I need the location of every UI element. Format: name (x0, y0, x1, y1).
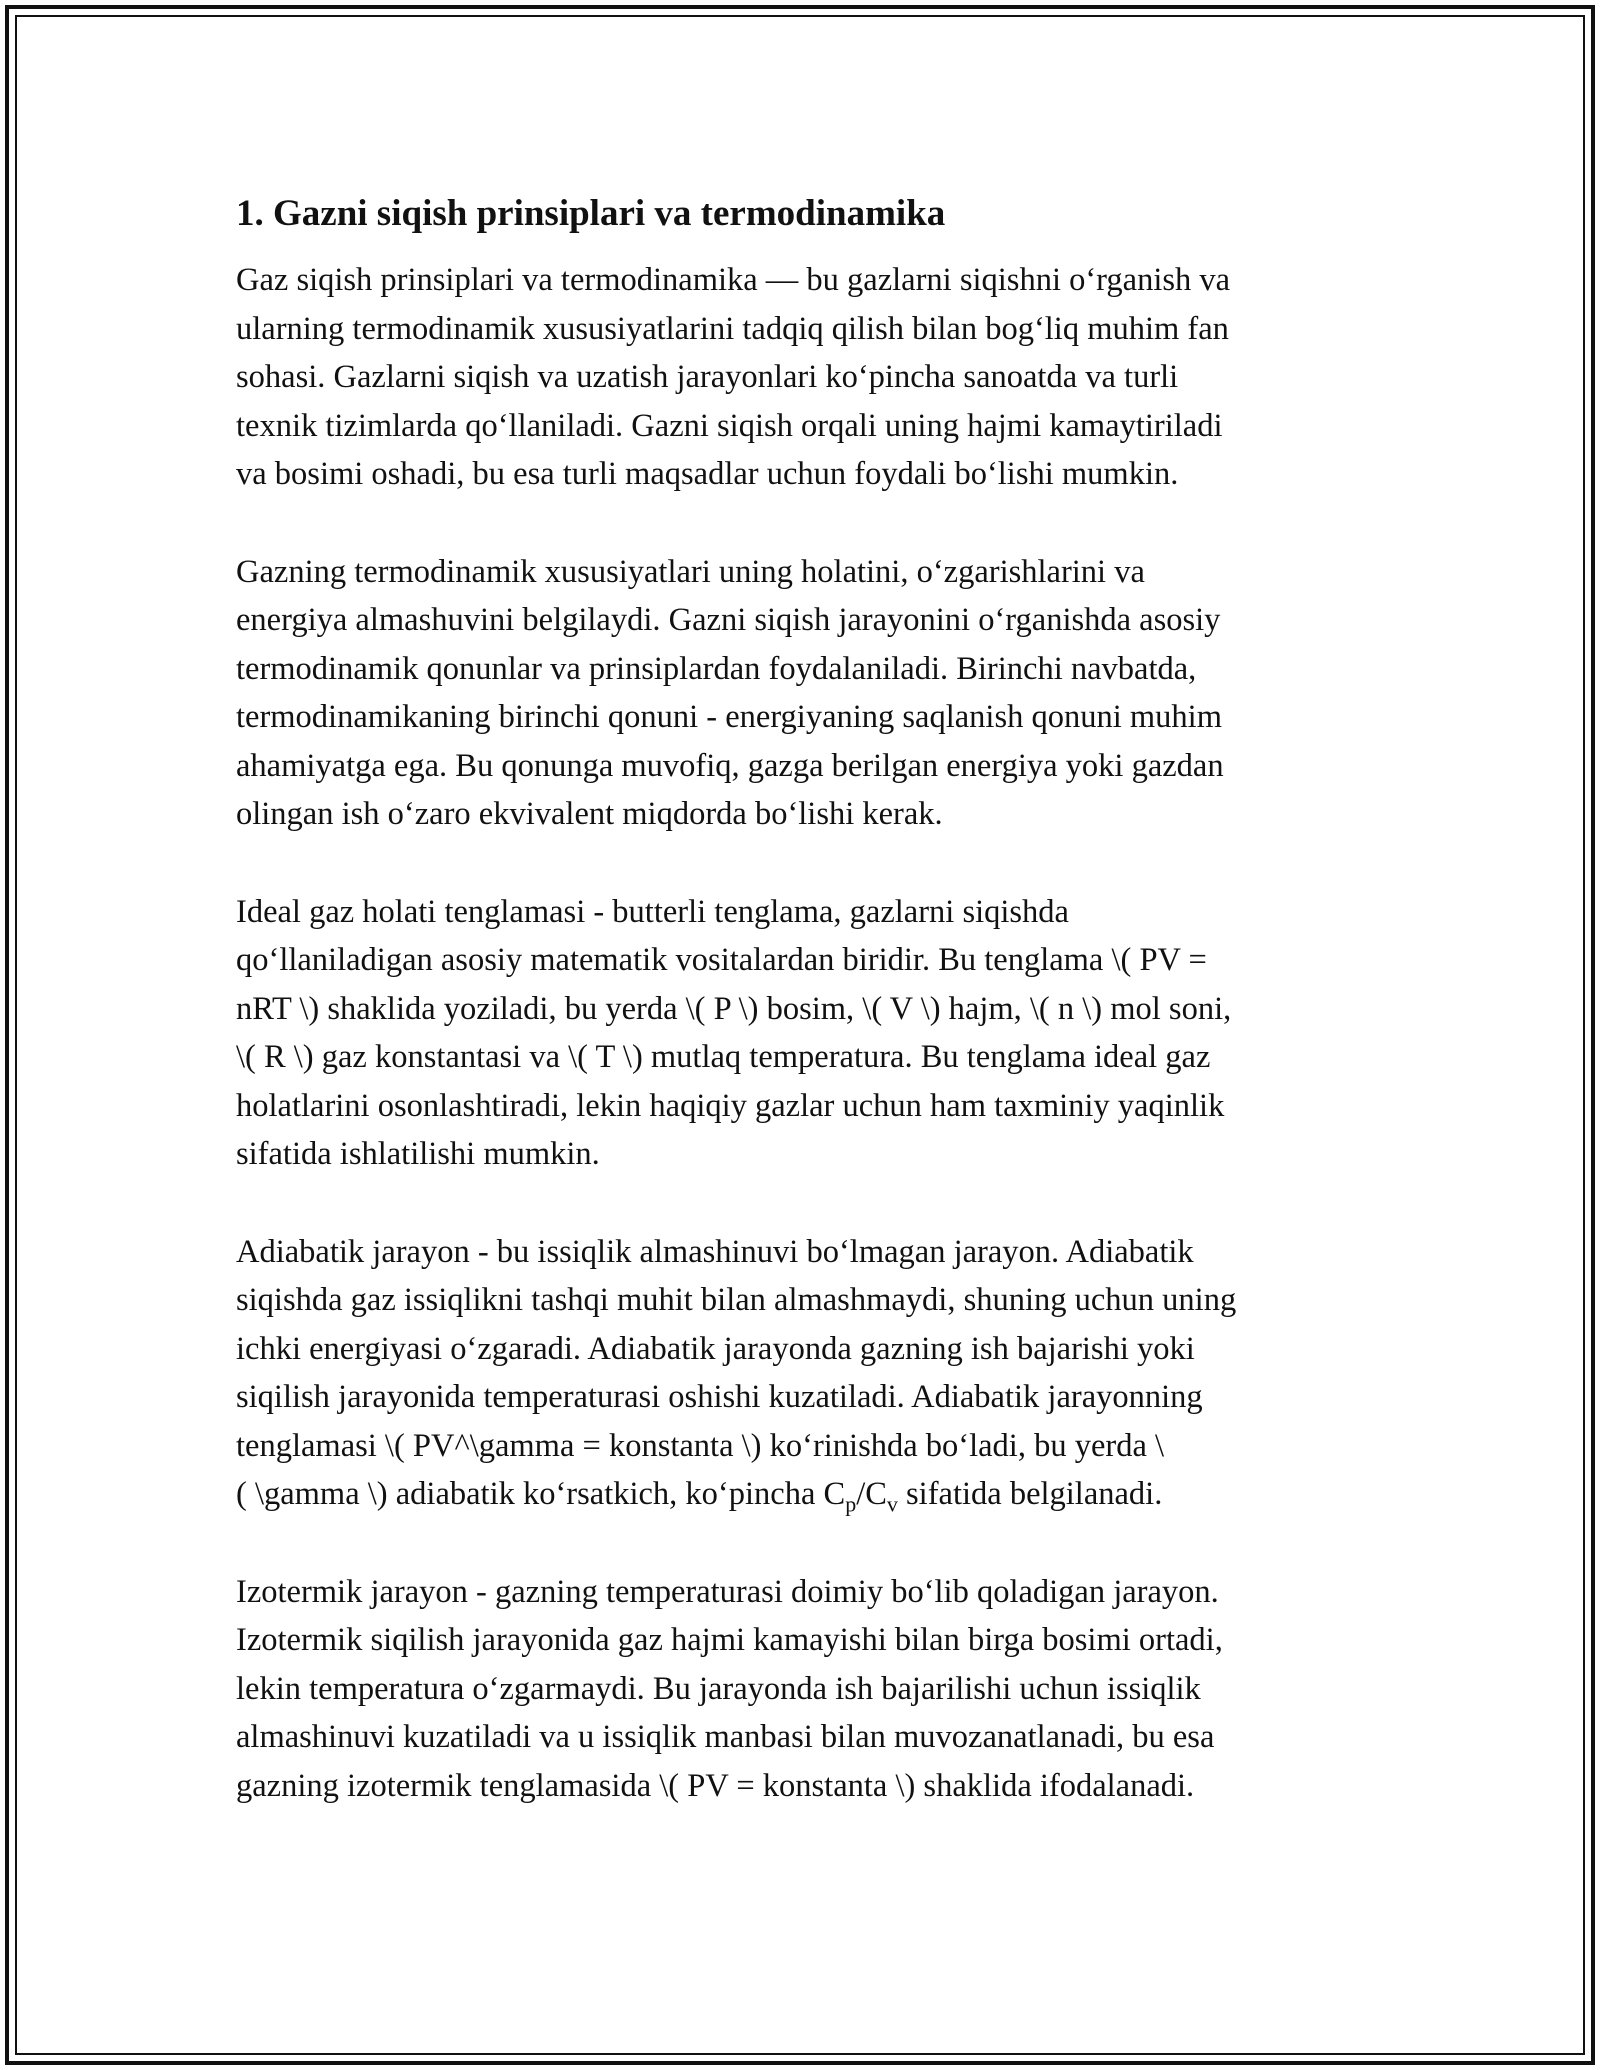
section-heading: 1. Gazni siqish prinsiplari va termodinamika (236, 193, 946, 234)
paragraph-ideal-gas: Ideal gaz holati tenglamasi - butterli tenglama, gazlarni siqishda qo‘llaniladigan asosiy matematik vositalardan biridir. Bu tenglama \( PV = nRT \) shaklida yoziladi, bu yerda \( P \) bosim, \( V \) hajm, \( n \) mol soni, \( R \) gaz konstantasi va \( T \) mutlaq temperatura. Bu tenglama ideal gaz holatlarini osonlashtiradi, lekin haqiqiy gazlar uchun ham taxminiy yaqinlik sifatida ishlatilishi mumkin. (236, 893, 1232, 1172)
paragraph-isothermal: Izotermik jarayon - gazning temperaturasi doimiy bo‘lib qoladigan jarayon. Izotermik siqilish jarayonida gaz hajmi kamayishi bilan birga bosimi ortadi, lekin temperatura o‘zgarmaydi. Bu jarayonda ish bajarilishi uchun issiqlik almashinuvi kuzatiladi va u issiqlik manbasi bilan muvozanatlanadi, bu esa gazning izotermik tenglamasida \( PV = konstanta \) shaklida ifodalanadi. (236, 1573, 1223, 1804)
paragraph-intro: Gaz siqish prinsiplari va termodinamika — bu gazlarni siqishni o‘rganish va ularning termodinamik xususiyatlarini tadqiq qilish bilan bog‘liq muhim fan sohasi. Gazlarni siqish va uzatish jarayonlari ko‘pincha sanoatda va turli texnik tizimlarda qo‘llaniladi. Gazni siqish orqali uning hajmi kamaytiriladi va bosimi oshadi, bu esa turli maqsadlar uchun foydali bo‘lishi mumkin. (236, 262, 1231, 492)
adiabatic-tail: sifatida belgilanadi. (897, 1476, 1163, 1512)
adiabatic-slash: /C (856, 1476, 887, 1512)
adiabatic-text: Adiabatik jarayon - bu issiqlik almashinuvi bo‘lmagan jarayon. Adiabatik siqishda gaz issiqlikni tashqi muhit bilan almashmaydi, shuning uchun uning ichki energiyasi o‘zgaradi. Adiabatik jarayonda gazning ish bajarishi yoki siqilish jarayonida temperaturasi oshishi kuzatiladi. Adiabatik jarayonning tenglamasi \( PV^\gamma = konstanta \) ko‘rinishda bo‘ladi, bu yerda \ ( \gamma \) adiabatik ko‘rsatkich, ko‘pincha C (236, 1233, 1237, 1512)
subscript-v: v (886, 1491, 898, 1517)
paragraph-thermo-properties: Gazning termodinamik xususiyatlari uning holatini, o‘zgarishlarini va energiya almashuvini belgilaydi. Gazni siqish jarayonini o‘rganishda asosiy termodinamik qonunlar va prinsiplardan foydalaniladi. Birinchi navbatda, termodinamikaning birinchi qonuni - energiyaning saqlanish qonuni muhim ahamiyatga ega. Bu qonunga muvofiq, gazga berilgan energiya yoki gazdan olingan ish o‘zaro ekvivalent miqdorda bo‘lishi kerak. (236, 553, 1224, 832)
subscript-p: p (845, 1491, 857, 1517)
paragraph-adiabatic (236, 1228, 1372, 1519)
document-body (236, 188, 1372, 1810)
